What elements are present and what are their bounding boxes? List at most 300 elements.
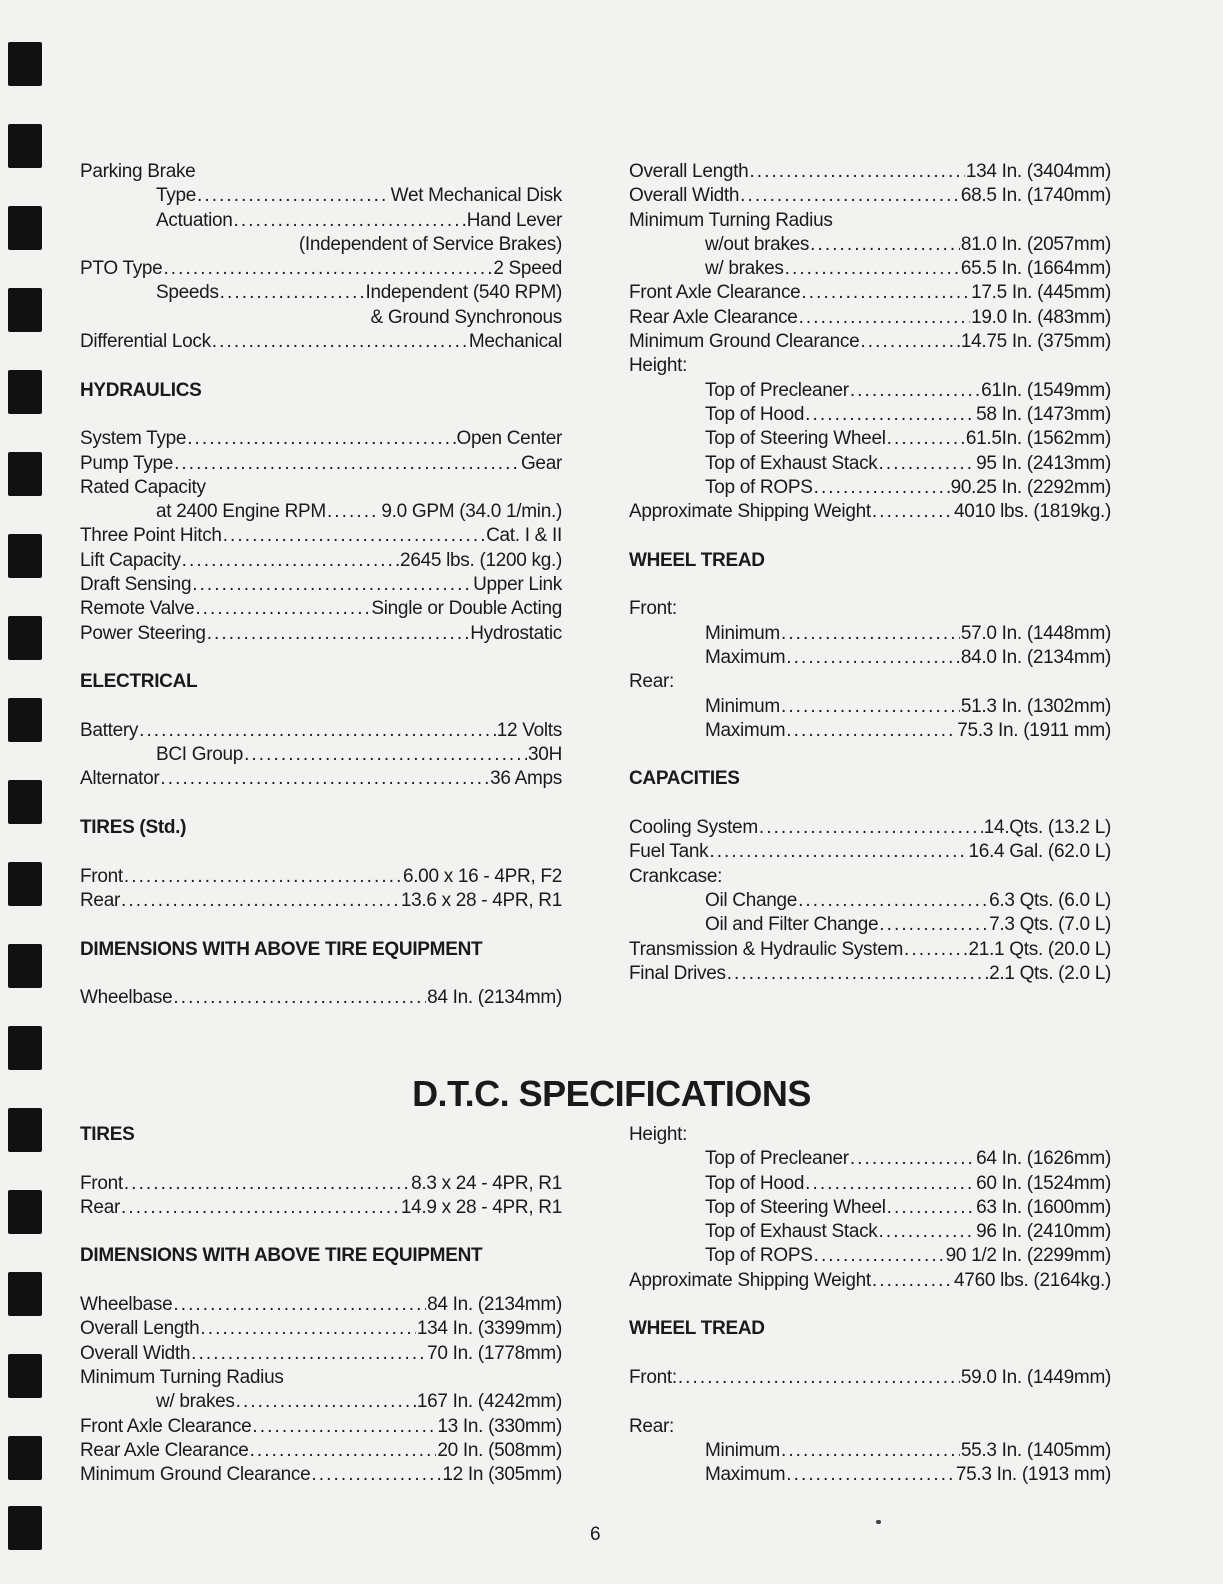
spec-value: 96 In. (2410mm) <box>976 1221 1111 1243</box>
dot-leader <box>879 1220 976 1244</box>
spec-value: 84 In. (2134mm) <box>427 987 562 1009</box>
spec-value: 58 In. (1473mm) <box>976 403 1111 425</box>
binding-hole <box>8 42 42 86</box>
dot-leader <box>200 1317 415 1341</box>
spec-value: 21.1 Qts. (20.0 L) <box>968 938 1111 960</box>
spec-label: Front <box>80 1172 123 1194</box>
dot-leader <box>207 622 470 646</box>
spec-value: Independent (540 RPM) <box>365 282 562 304</box>
dot-leader <box>173 986 426 1010</box>
spec-label: Type <box>156 185 196 207</box>
spec-label: Rear <box>80 1196 120 1218</box>
dot-leader <box>887 1196 975 1220</box>
dot-leader <box>250 1439 437 1463</box>
spec-label: Remote Valve <box>80 598 195 620</box>
spec-value: Single or Double Acting <box>371 598 562 620</box>
spec-group-label: Height: <box>629 1124 688 1145</box>
spec-row <box>80 184 562 208</box>
spec-label: Oil and Filter Change <box>705 914 879 936</box>
spec-label: Minimum <box>705 622 780 644</box>
spec-label: Battery <box>80 719 139 741</box>
dtc-specifications-title: D.T.C. SPECIFICATIONS <box>412 1073 811 1114</box>
spec-label: Speeds <box>156 282 219 304</box>
section-heading: ELECTRICAL <box>80 671 198 693</box>
binding-hole <box>8 124 42 168</box>
dot-leader <box>236 1390 416 1414</box>
spec-row <box>80 257 562 281</box>
spacer <box>629 743 1111 767</box>
dot-leader <box>810 233 960 257</box>
binding-hole <box>8 862 42 906</box>
spec-label: Minimum <box>705 1439 780 1461</box>
binding-hole <box>8 780 42 824</box>
print-speck <box>876 1520 881 1524</box>
spec-label: Pump Type <box>80 452 174 474</box>
spec-value: Hydrostatic <box>470 622 562 644</box>
section-heading: DIMENSIONS WITH ABOVE TIRE EQUIPMENT <box>80 938 483 960</box>
spec-label: Draft Sensing <box>80 574 192 596</box>
spec-value: 70 In. (1778mm) <box>427 1342 562 1364</box>
spec-label: w/ brakes <box>705 258 784 280</box>
spec-label: Actuation <box>156 209 233 231</box>
spec-row <box>629 913 1111 937</box>
spec-label: Maximum <box>705 1464 786 1486</box>
section-heading: TIRES (Std.) <box>80 817 187 839</box>
spec-value: 57.0 In. (1448mm) <box>960 622 1111 644</box>
dot-leader <box>781 1439 960 1463</box>
spec-column-right-top <box>629 160 1111 986</box>
spec-group-label: Minimum Turning Radius <box>629 209 833 231</box>
dot-leader <box>801 281 970 305</box>
spec-value: 7.3 Qts. (7.0 L) <box>989 914 1111 936</box>
spec-label: Top of Hood <box>705 403 805 425</box>
spec-value: Open Center <box>456 428 562 450</box>
dot-leader <box>234 209 466 233</box>
spec-row <box>629 1172 1111 1196</box>
dot-leader <box>879 913 988 937</box>
spec-label: Top of Precleaner <box>705 379 849 401</box>
spec-row <box>80 500 562 524</box>
page-number: 6 <box>590 1524 601 1545</box>
spec-row <box>629 938 1111 962</box>
spec-value: 16.4 Gal. (62.0 L) <box>968 841 1111 863</box>
binding-hole <box>8 1026 42 1070</box>
spec-value: Gear <box>520 452 562 474</box>
spec-value: 19.0 In. (483mm) <box>971 306 1111 328</box>
spec-value: 84 In. (2134mm) <box>427 1294 562 1316</box>
spec-label: Top of Steering Wheel <box>705 1196 886 1218</box>
spec-value: 60 In. (1524mm) <box>976 1172 1111 1194</box>
spec-row <box>80 1415 562 1439</box>
spec-value: 2645 lbs. (1200 kg.) <box>400 549 562 571</box>
binding-hole <box>8 698 42 742</box>
dot-leader <box>139 719 496 743</box>
binding-hole <box>8 1272 42 1316</box>
dot-leader <box>860 330 959 354</box>
spec-row <box>629 306 1111 330</box>
spacer <box>80 1269 562 1293</box>
spec-row <box>629 1220 1111 1244</box>
spec-value: 90.25 In. (2292mm) <box>950 476 1111 498</box>
spec-label: Top of Precleaner <box>705 1148 849 1170</box>
dot-leader <box>872 1269 953 1293</box>
binding-hole <box>8 616 42 660</box>
spacer <box>629 1390 1111 1414</box>
dot-leader <box>160 767 489 791</box>
dot-leader <box>220 281 365 305</box>
dot-leader <box>191 1342 426 1366</box>
dot-leader <box>786 646 960 670</box>
spacer <box>80 840 562 864</box>
dot-leader <box>879 452 976 476</box>
section-heading: WHEEL TREAD <box>629 1318 765 1340</box>
dot-leader <box>740 184 960 208</box>
spec-label: PTO Type <box>80 258 163 280</box>
spec-row <box>629 403 1111 427</box>
spec-label: Minimum Ground Clearance <box>80 1464 311 1486</box>
dot-leader <box>814 1244 945 1268</box>
spec-value: 90 1/2 In. (2299mm) <box>945 1245 1111 1267</box>
spec-label: Three Point Hitch <box>80 525 222 547</box>
spec-label: Rear <box>80 889 120 911</box>
spec-label: at 2400 Engine RPM <box>156 501 326 523</box>
dot-leader <box>223 524 485 548</box>
binding-hole <box>8 1354 42 1398</box>
dot-leader <box>887 427 965 451</box>
binding-hole <box>8 288 42 332</box>
spec-row <box>629 646 1111 670</box>
spec-label: Front Axle Clearance <box>629 282 801 304</box>
spec-group-label: Rear: <box>629 671 674 693</box>
binding-hole <box>8 944 42 988</box>
spacer <box>629 573 1111 597</box>
spec-value: 20 In. (508mm) <box>437 1439 562 1461</box>
spec-row <box>629 452 1111 476</box>
spec-row <box>80 767 562 791</box>
spec-row <box>629 719 1111 743</box>
spacer <box>80 792 562 816</box>
spec-label: Transmission & Hydraulic System <box>629 938 904 960</box>
spec-value: 2 Speed <box>493 258 562 280</box>
spec-label: Approximate Shipping Weight <box>629 501 871 523</box>
spec-row <box>629 233 1111 257</box>
spec-row <box>629 1244 1111 1268</box>
spec-label: Fuel Tank <box>629 841 709 863</box>
spec-row <box>80 281 562 305</box>
spec-row <box>80 209 562 233</box>
spec-value: 61In. (1549mm) <box>981 379 1111 401</box>
spec-row <box>629 622 1111 646</box>
spacer <box>80 354 562 378</box>
spec-label: System Type <box>80 428 187 450</box>
spec-value: 2.1 Qts. (2.0 L) <box>989 962 1111 984</box>
spec-label: Final Drives <box>629 962 726 984</box>
spec-group-label: Front: <box>629 598 677 620</box>
spec-row <box>629 379 1111 403</box>
spec-value: 6.00 x 16 - 4PR, F2 <box>402 865 562 887</box>
spec-label: Alternator <box>80 768 160 790</box>
spec-value: 63 In. (1600mm) <box>976 1196 1111 1218</box>
spec-value: 13.6 x 28 - 4PR, R1 <box>400 889 562 911</box>
spec-row <box>80 427 562 451</box>
binding-hole <box>8 452 42 496</box>
spec-label: Top of ROPS <box>705 1245 813 1267</box>
dot-leader <box>124 1172 410 1196</box>
binding-hole <box>8 206 42 250</box>
dot-leader <box>781 695 960 719</box>
dot-leader <box>786 719 956 743</box>
spec-row <box>629 962 1111 986</box>
spec-row <box>629 281 1111 305</box>
spec-value-continuation: & Ground Synchronous <box>370 306 562 328</box>
spec-group-label: Minimum Turning Radius <box>80 1366 284 1388</box>
spec-row <box>629 1196 1111 1220</box>
spec-label: Top of Exhaust Stack <box>705 452 878 474</box>
spec-row <box>80 573 562 597</box>
spec-row <box>80 1439 562 1463</box>
dot-leader <box>904 938 968 962</box>
spec-value: 59.0 In. (1449mm) <box>960 1366 1111 1388</box>
spec-row <box>80 743 562 767</box>
spec-row <box>629 1463 1111 1487</box>
dot-leader <box>805 403 975 427</box>
spec-label: Front Axle Clearance <box>80 1415 252 1437</box>
spec-value: 61.5In. (1562mm) <box>965 428 1111 450</box>
spec-row <box>629 476 1111 500</box>
spec-value: 68.5 In. (1740mm) <box>960 185 1111 207</box>
spec-row <box>80 1172 562 1196</box>
spec-label: Minimum <box>705 695 780 717</box>
spec-row <box>80 622 562 646</box>
spec-group-label: Rated Capacity <box>80 476 206 498</box>
spec-label: w/ brakes <box>156 1391 235 1413</box>
spec-value: 84.0 In. (2134mm) <box>960 646 1111 668</box>
spec-label: Rear Axle Clearance <box>629 306 798 328</box>
spec-label: Overall Width <box>80 1342 191 1364</box>
spec-row <box>80 1342 562 1366</box>
spec-column-right-bottom <box>629 1123 1111 1487</box>
spec-row <box>629 1366 1111 1390</box>
dot-leader <box>798 889 988 913</box>
dot-leader <box>192 573 472 597</box>
spec-row <box>80 597 562 621</box>
spacer <box>80 646 562 670</box>
dot-leader <box>252 1415 436 1439</box>
spec-column-left-bottom <box>80 1123 562 1487</box>
dot-leader <box>678 1366 960 1390</box>
spec-row <box>629 160 1111 184</box>
spec-value: 12 In (305mm) <box>442 1464 562 1486</box>
spec-row <box>80 452 562 476</box>
spec-row <box>629 330 1111 354</box>
dot-leader <box>799 306 971 330</box>
spacer <box>629 1342 1111 1366</box>
spec-row <box>629 840 1111 864</box>
spec-label: Oil Change <box>705 889 798 911</box>
spec-group-label: Parking Brake <box>80 161 196 182</box>
dot-leader <box>872 500 953 524</box>
spec-row <box>80 330 562 354</box>
dot-leader <box>244 743 527 767</box>
spec-value: 4010 lbs. (1819kg.) <box>954 501 1111 523</box>
spec-group-label: Rear: <box>629 1415 674 1437</box>
dot-leader <box>786 1463 955 1487</box>
spacer <box>629 524 1111 548</box>
spec-column-left-top <box>80 160 562 1010</box>
dot-leader <box>727 962 988 986</box>
binding-hole <box>8 370 42 414</box>
spec-label: Wheelbase <box>80 1294 173 1316</box>
section-heading: TIRES <box>80 1124 135 1145</box>
spec-value: 64 In. (1626mm) <box>976 1148 1111 1170</box>
spec-row <box>629 184 1111 208</box>
spec-label: Overall Length <box>629 161 749 182</box>
spec-value: Cat. I & II <box>486 525 562 547</box>
dot-leader <box>173 1293 426 1317</box>
dot-leader <box>182 549 399 573</box>
spec-value: 51.3 In. (1302mm) <box>960 695 1111 717</box>
spacer <box>80 403 562 427</box>
spacer <box>80 913 562 937</box>
spec-label: BCI Group <box>156 744 244 766</box>
spec-value: Mechanical <box>468 331 562 353</box>
spec-row <box>80 549 562 573</box>
spec-value: 17.5 In. (445mm) <box>971 282 1111 304</box>
spacer <box>629 1293 1111 1317</box>
spec-row <box>629 695 1111 719</box>
spec-row <box>629 427 1111 451</box>
spec-value: Wet Mechanical Disk <box>390 185 562 207</box>
spec-label: Top of Exhaust Stack <box>705 1221 878 1243</box>
spec-value: 55.3 In. (1405mm) <box>960 1439 1111 1461</box>
spiral-binding <box>0 0 44 1584</box>
spec-row <box>80 865 562 889</box>
binding-hole <box>8 534 42 578</box>
spec-label: Front: <box>629 1366 677 1388</box>
dot-leader <box>850 1147 975 1171</box>
spec-label: Maximum <box>705 719 786 741</box>
dot-leader <box>327 500 380 524</box>
spec-value: 167 In. (4242mm) <box>416 1391 562 1413</box>
dot-leader <box>212 330 468 354</box>
spec-value: 134 In. (3404mm) <box>965 161 1111 182</box>
dot-leader <box>121 889 400 913</box>
spec-label: Rear Axle Clearance <box>80 1439 249 1461</box>
spec-row <box>80 524 562 548</box>
spec-label: Approximate Shipping Weight <box>629 1269 871 1291</box>
spec-label: Cooling System <box>629 817 758 839</box>
spec-value: 12 Volts <box>496 719 562 741</box>
spacer <box>80 962 562 986</box>
spec-value: 4760 lbs. (2164kg.) <box>954 1269 1111 1291</box>
section-heading: HYDRAULICS <box>80 379 202 401</box>
spec-row <box>80 1196 562 1220</box>
spec-row <box>629 1269 1111 1293</box>
spec-row <box>80 1390 562 1414</box>
spacer <box>80 1147 562 1171</box>
spec-value: 13 In. (330mm) <box>437 1415 562 1437</box>
spec-label: Overall Width <box>629 185 740 207</box>
dot-leader <box>709 840 967 864</box>
spec-value: 95 In. (2413mm) <box>976 452 1111 474</box>
section-heading: DIMENSIONS WITH ABOVE TIRE EQUIPMENT <box>80 1245 483 1267</box>
spec-row <box>629 257 1111 281</box>
spec-value: 8.3 x 24 - 4PR, R1 <box>411 1172 562 1194</box>
spec-group-label: Crankcase: <box>629 865 723 887</box>
spec-row <box>80 719 562 743</box>
spec-row <box>629 500 1111 524</box>
spec-row <box>629 816 1111 840</box>
spec-label: Top of ROPS <box>705 476 813 498</box>
spec-label: Front <box>80 865 123 887</box>
binding-hole <box>8 1190 42 1234</box>
dot-leader <box>814 476 950 500</box>
dot-leader <box>850 379 980 403</box>
dot-leader <box>749 160 964 184</box>
spec-value: Hand Lever <box>466 209 562 231</box>
dot-leader <box>195 597 370 621</box>
dot-leader <box>781 622 960 646</box>
spec-value: 75.3 In. (1911 mm) <box>957 719 1111 741</box>
dot-leader <box>124 865 402 889</box>
spec-value: 65.5 In. (1664mm) <box>960 258 1111 280</box>
spec-group-label: Height: <box>629 355 688 377</box>
spec-label: Lift Capacity <box>80 549 181 571</box>
dot-leader <box>785 257 960 281</box>
spec-value: Upper Link <box>473 574 562 596</box>
spec-label: Wheelbase <box>80 987 173 1009</box>
spec-value: 14.75 In. (375mm) <box>960 331 1111 353</box>
spec-row <box>80 986 562 1010</box>
dot-leader <box>187 427 455 451</box>
spec-label: Power Steering <box>80 622 206 644</box>
spec-label: Differential Lock <box>80 331 211 353</box>
spec-row <box>80 1317 562 1341</box>
spec-label: Maximum <box>705 646 786 668</box>
dot-leader <box>311 1463 441 1487</box>
dot-leader <box>121 1196 400 1220</box>
spec-value: 81.0 In. (2057mm) <box>960 233 1111 255</box>
spec-row <box>629 1439 1111 1463</box>
dot-leader <box>805 1172 975 1196</box>
spacer <box>80 1220 562 1244</box>
spec-row <box>80 1463 562 1487</box>
spec-value: 30H <box>528 744 562 766</box>
spec-value: 9.0 GPM (34.0 1/min.) <box>381 501 562 523</box>
spec-label: Top of Hood <box>705 1172 805 1194</box>
spec-label: Top of Steering Wheel <box>705 428 886 450</box>
section-heading: CAPACITIES <box>629 768 740 790</box>
binding-hole <box>8 1436 42 1480</box>
spec-value: 36 Amps <box>490 768 562 790</box>
dot-leader <box>197 184 390 208</box>
spec-label: Minimum Ground Clearance <box>629 331 860 353</box>
spec-value-continuation: (Independent of Service Brakes) <box>298 233 562 255</box>
spec-value: 14.9 x 28 - 4PR, R1 <box>400 1196 562 1218</box>
spec-value: 75.3 In. (1913 mm) <box>955 1464 1111 1486</box>
dot-leader <box>759 816 983 840</box>
dot-leader <box>163 257 492 281</box>
section-heading: WHEEL TREAD <box>629 549 765 571</box>
spec-row <box>629 889 1111 913</box>
binding-hole <box>8 1506 42 1550</box>
spacer <box>80 695 562 719</box>
spec-value: 134 In. (3399mm) <box>416 1318 562 1340</box>
spacer <box>629 792 1111 816</box>
spec-label: w/out brakes <box>705 233 810 255</box>
spec-label: Overall Length <box>80 1318 200 1340</box>
spec-row <box>629 1147 1111 1171</box>
